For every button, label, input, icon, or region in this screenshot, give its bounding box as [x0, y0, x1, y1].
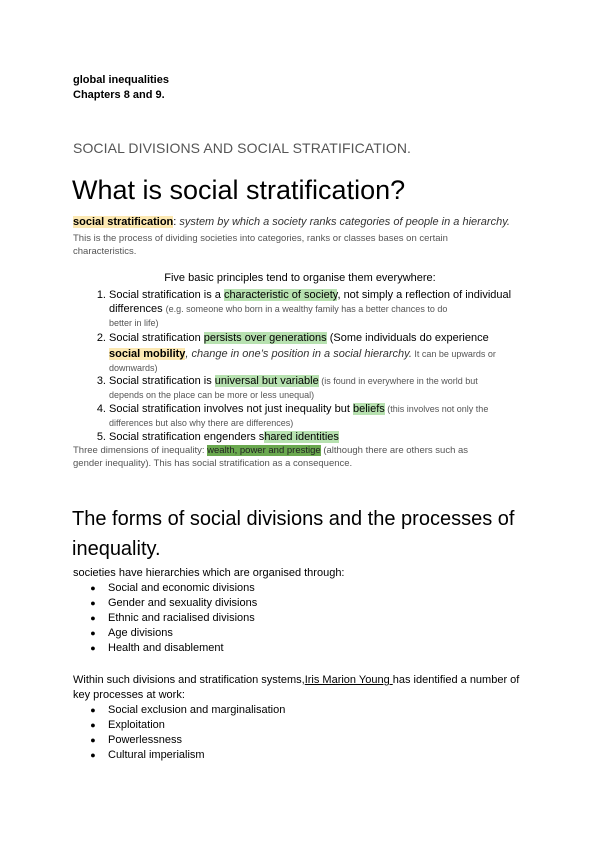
principle-text-b: (Some individuals do experience	[326, 332, 489, 344]
bullet-icon: ●	[90, 750, 96, 760]
principle-highlight: persists over generations	[203, 332, 327, 344]
bullet-icon: ●	[90, 735, 96, 745]
bullet-icon: ●	[90, 720, 96, 730]
processes-list	[88, 703, 388, 763]
principle-note-cont: differences but also why there are differences)	[109, 418, 294, 428]
principle-text-a: Social stratification is a	[109, 289, 224, 301]
principle-text	[109, 288, 529, 330]
divisions-list	[88, 581, 388, 657]
young-paragraph	[73, 673, 519, 703]
principle-note-cont: better in life)	[109, 318, 159, 328]
principle-item	[90, 374, 530, 404]
young-text-a: Within such divisions and stratification systems,	[73, 674, 305, 686]
principle-note: (this involves not only the	[384, 404, 489, 414]
doc-header-line1: global inequalities	[73, 74, 169, 86]
principle-note: (e.g. someone who born in a wealthy family has a better chances to do	[165, 304, 448, 314]
principle-text-b: , not simply a reflection of individual	[337, 289, 512, 301]
principle-text	[109, 402, 529, 430]
principle-text	[109, 374, 529, 402]
principle-text-a: Social stratification engenders s	[109, 431, 265, 443]
list-item-text: Cultural imperialism	[108, 749, 205, 761]
list-item-text: Gender and sexuality divisions	[108, 597, 258, 609]
list-item-text: Age divisions	[108, 627, 173, 639]
definition-text: system by which a society ranks categories of people in a hierarchy.	[176, 216, 510, 228]
principle-text-line2: differences	[109, 303, 166, 315]
principle-highlight: beliefs	[352, 403, 385, 415]
principle-text	[109, 331, 529, 375]
young-text-b: has identified a number of	[392, 674, 520, 686]
definition-line	[73, 216, 510, 228]
bullet-icon: ●	[90, 598, 96, 608]
principle-item	[90, 402, 530, 432]
principle-highlight: universal but variable	[214, 375, 319, 387]
list-item-text: Social exclusion and marginalisation	[108, 704, 286, 716]
principle-text	[109, 430, 529, 444]
bullet-icon: ●	[90, 628, 96, 638]
principles-intro: Five basic principles tend to organise them everywhere:	[164, 272, 436, 284]
doc-header-line2: Chapters 8 and 9.	[73, 89, 165, 101]
dimensions-line2: gender inequality). This has social stratification as a consequence.	[73, 458, 353, 469]
list-item-text: Powerlessness	[108, 734, 182, 746]
bullet-icon: ●	[90, 613, 96, 623]
principle-number: 1.	[96, 289, 106, 301]
hierarchies-intro: societies have hierarchies which are organised through:	[73, 567, 345, 579]
definition-explain-line2: characteristics.	[73, 246, 137, 257]
bullet-icon: ●	[90, 643, 96, 653]
definition-term: social stratification	[73, 216, 174, 228]
principle-number: 5.	[96, 431, 106, 443]
principle-number: 2.	[96, 332, 106, 344]
section-subtitle: SOCIAL DIVISIONS AND SOCIAL STRATIFICATION.	[73, 140, 412, 156]
principle-note-cont: downwards)	[109, 363, 158, 373]
principle-text-a: Social stratification involves not just inequality but	[109, 403, 353, 415]
author-name-link[interactable]: Iris Marion Young	[304, 674, 393, 686]
principle-italic: , change in one’s position in a social hierarchy.	[185, 348, 412, 360]
definition-explain-line1: This is the process of dividing societies into categories, ranks or classes bases on certain	[73, 233, 448, 244]
list-item-text: Health and disablement	[108, 642, 224, 654]
list-item-text: Exploitation	[108, 719, 165, 731]
principle-text-a: Social stratification is	[109, 375, 215, 387]
principle-item	[90, 331, 530, 375]
principle-text-a: Social stratification	[109, 332, 204, 344]
heading-social-stratification: What is social stratification?	[72, 175, 406, 205]
list-item-text: Social and economic divisions	[108, 582, 255, 594]
principle-highlight: hared identities	[264, 431, 339, 443]
dimensions-highlight: wealth, power and prestige	[207, 445, 321, 456]
principle-item	[90, 288, 530, 332]
list-item-text: Ethnic and racialised divisions	[108, 612, 255, 624]
principle-number: 3.	[96, 375, 106, 387]
principle-note: (is found in everywhere in the world but	[318, 376, 478, 386]
heading-forms-line2: inequality.	[72, 538, 161, 560]
principle-highlight: characteristic of society	[223, 289, 338, 301]
bullet-icon: ●	[90, 583, 96, 593]
heading-forms-line1: The forms of social divisions and the processes of	[72, 508, 515, 530]
definition-colon: :	[173, 216, 177, 228]
social-mobility-term: social mobility	[109, 348, 186, 360]
principle-number: 4.	[96, 403, 106, 415]
dimensions-paragraph	[73, 444, 533, 470]
young-line2: key processes at work:	[73, 689, 185, 701]
principle-note-cont: depends on the place can be more or less unequal)	[109, 390, 315, 400]
dimensions-text-a: Three dimensions of inequality:	[73, 445, 208, 456]
dimensions-text-b: (although there are others such as	[320, 445, 469, 456]
definition-explanation	[73, 232, 528, 258]
principle-note: It can be upwards or	[411, 349, 496, 359]
bullet-icon: ●	[90, 705, 96, 715]
